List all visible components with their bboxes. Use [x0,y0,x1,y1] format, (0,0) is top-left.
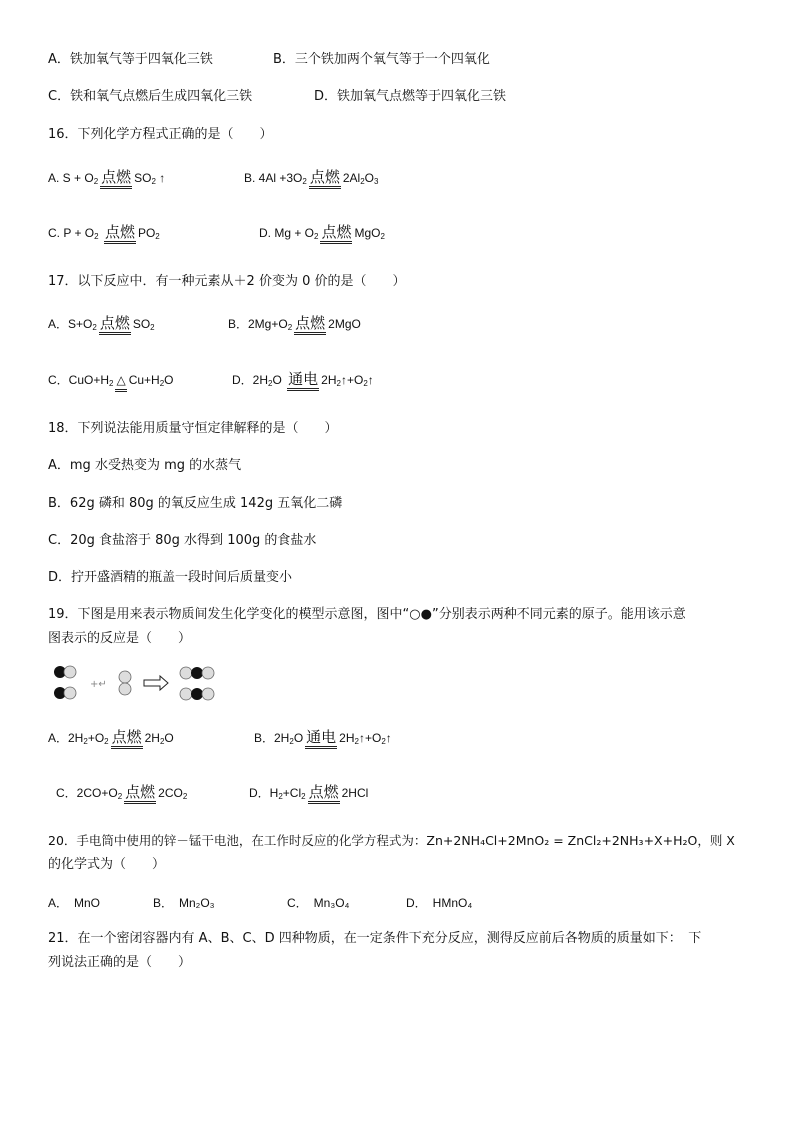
q20-option-d: D． HMnO₄ [406,896,473,910]
condition-ignite: 点燃 [124,783,156,804]
q15-option-a: A．铁加氧气等于四氧化三铁 [48,52,213,67]
q18-option-c: C．20g 食盐溶于 80g 水得到 100g 的食盐水 [48,533,317,548]
light-atom [202,667,214,679]
q20-option-b: B． Mn₂O₃ [153,896,215,910]
condition-heat: △ [115,371,126,392]
condition-ignite: 点燃 [104,223,136,244]
condition-electrolysis: 通电 [287,370,319,391]
condition-ignite: 点燃 [99,314,131,335]
light-atom [64,687,76,699]
condition-ignite: 点燃 [308,783,340,804]
q15-option-c: C．铁和氧气点燃后生成四氧化三铁 [48,89,253,104]
q19-option-b: B．$2H_2O$ 通电 $2H_2↑+O_2↑$ [254,728,392,749]
arrow-icon [144,676,168,690]
q19-stem-line1: 19．下图是用来表示物质间发生化学变化的模型示意图，图中“○●”分别表示两种不同元素的原子。能用该示意 [48,607,686,622]
reactant-molecule-ab [54,666,76,678]
condition-electrolysis: 通电 [305,728,337,749]
light-atom [119,683,131,695]
q16-option-c: C. $P + O_2$ 点燃 $PO_2$ [48,223,160,244]
condition-ignite: 点燃 [294,314,326,335]
condition-ignite: 点燃 [309,168,341,189]
condition-ignite: 点燃 [111,728,143,749]
dark-atom [191,667,203,679]
q17-stem: 17．以下反应中．有一种元素从＋2 价变为 0 价的是（ ） [48,274,406,289]
reaction-model-diagram [52,664,222,704]
condition-ignite: 点燃 [100,168,132,189]
light-atom [64,666,76,678]
q21-stem-line2: 列说法正确的是（ ） [48,955,192,970]
reactant-molecule-bb [119,671,131,695]
q16-option-b: B. $4Al +3O_2$ 点燃 $2Al_2O_3$ [244,168,378,189]
dark-atom [191,688,203,700]
q15-option-b: B．三个铁加两个氧气等于一个四氧化 [273,52,490,67]
condition-ignite: 点燃 [320,223,352,244]
q20-stem-line2: 的化学式为（ ） [48,857,166,872]
q16-option-a: A. $S + O_2$ 点燃 $SO_2$ ↑ [48,168,165,189]
light-atom [202,688,214,700]
q17-option-d: D．$2H_2O$ 通电 $2H_2↑+O_2↑$ [232,370,374,391]
q19-option-d: D．$H_2+Cl_2$ 点燃 2HCl [249,783,368,804]
light-atom [119,671,131,683]
q17-option-b: B．$2Mg+O_2$ 点燃 2MgO [228,314,361,335]
product-molecule [180,688,214,700]
q18-option-b: B．62g 磷和 80g 的氧反应生成 142g 五氧化二磷 [48,496,343,511]
q20-stem-line1: 20．手电筒中使用的锌－锰干电池，在工作时反应的化学方程式为：Zn+2NH₄Cl+2MnO₂ = ZnCl₂+2NH₃+X+H₂O，则 X [48,833,735,848]
plus-sign: +↵ [90,679,107,690]
product-molecule [180,667,214,679]
q17-option-a: A．$S+O_2$ 点燃 $SO_2$ [48,314,155,335]
q18-stem: 18．下列说法能用质量守恒定律解释的是（ ） [48,421,338,436]
q19-stem-line2: 图表示的反应是（ ） [48,631,192,646]
q16-option-d: D. $Mg + O_2$ 点燃 MgO$_2$ [259,223,385,244]
q19-option-a: A．$2H_2+O_2$ 点燃 $2H_2O$ [48,728,174,749]
light-atom [180,667,192,679]
q20-option-c: C． Mn₃O₄ [287,896,350,910]
q18-option-d: D．拧开盛酒精的瓶盖一段时间后质量变小 [48,570,293,585]
reactant-molecule-ab [54,687,76,699]
q16-stem: 16．下列化学方程式正确的是（ ） [48,127,273,142]
q15-option-d: D．铁加氧气点燃等于四氧化三铁 [314,89,507,104]
q19-option-c: C．$2CO+O_2$ 点燃 $2CO_2$ [56,783,187,804]
q18-option-a: A．mg 水受热变为 mg 的水蒸气 [48,458,242,473]
q21-stem-line1: 21．在一个密闭容器内有 A、B、C、D 四种物质，在一定条件下充分反应，测得反应前后各物质的质量如下： 下 [48,931,702,946]
q20-option-a: A． MnO [48,896,101,910]
light-atom [180,688,192,700]
q17-option-c: C．$CuO+H_2$ △ $Cu+H_2O$ [48,370,174,392]
